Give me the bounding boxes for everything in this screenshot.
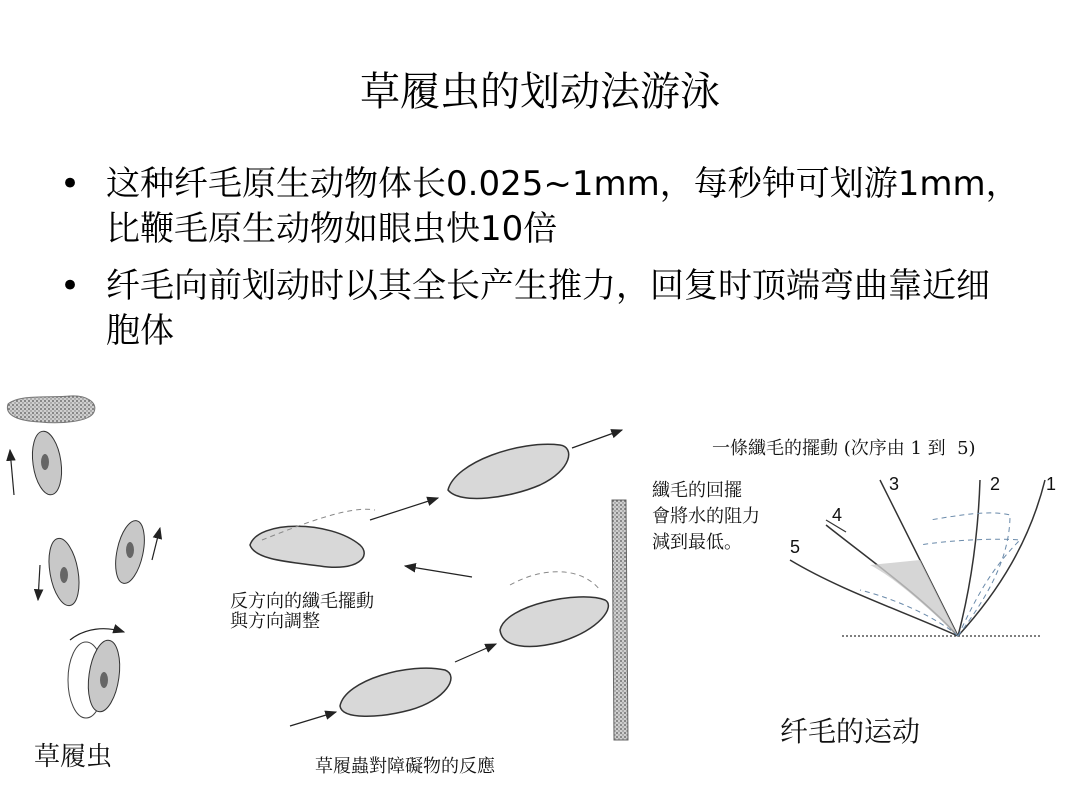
middle-caption: 草履蟲對障礙物的反應: [315, 756, 495, 777]
left-caption: 草履虫: [34, 742, 113, 772]
cilium-position-1: [958, 480, 1045, 636]
cilium-position-2: [958, 480, 980, 636]
stroke-number-4: 4: [832, 505, 843, 525]
cilium-stroke-diagram: [790, 480, 1045, 636]
reverse-ciliary-label: 反方向的纖毛擺動 與方向調整: [230, 591, 374, 632]
stroke-number-3: 3: [889, 474, 900, 494]
stroke-number-2: 2: [990, 474, 1001, 494]
obstacle-response-diagram: [250, 430, 628, 740]
obstacle-wall: [612, 500, 628, 740]
slide-title: 草履虫的划动法游泳: [360, 69, 720, 115]
bullet-dot-icon: •: [60, 266, 81, 306]
bullet-dot-icon: •: [60, 164, 81, 204]
bullet-text: 纤毛向前划动时以其全长产生推力，回复时顶端弯曲靠近细胞体: [106, 266, 990, 351]
right-caption: 纤毛的运动: [780, 715, 921, 748]
right-header: 一條纖毛的擺動 (次序由 1 到 5): [712, 438, 976, 459]
stroke-number-5: 5: [790, 537, 801, 557]
obstacle-blob: [7, 396, 94, 423]
paramecium-sequence: [7, 396, 160, 718]
stroke-number-1: 1: [1046, 474, 1057, 494]
right-note: 纖毛的回擺 會將水的阻力 減到最低。: [652, 480, 760, 553]
bullet-text: 这种纤毛原生动物体长0.025~1mm，每秒钟可划游1mm，比鞭毛原生动物如眼虫快10倍: [106, 164, 1020, 249]
cilium-position-4: [826, 525, 958, 636]
